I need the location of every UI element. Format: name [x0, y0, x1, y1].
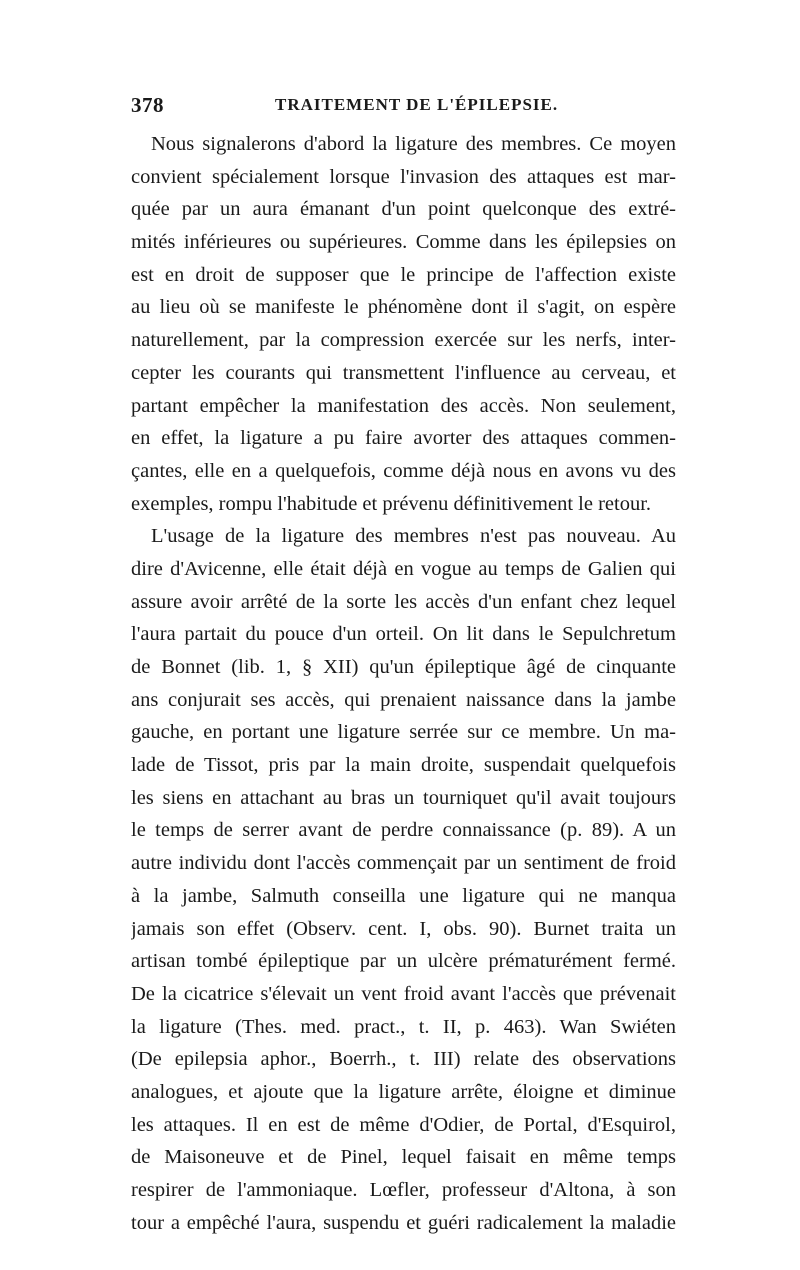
- text-line: analogues, et ajoute que la ligature arrête, éloigne et diminue: [131, 1080, 676, 1103]
- text-line: jamais son effet (Observ. cent. I, obs. 90). Burnet traita un: [131, 917, 676, 940]
- text-line: à la jambe, Salmuth conseilla une ligature qui ne manqua: [131, 884, 676, 907]
- text-line: çantes, elle en a quelquefois, comme déjà nous en avons vu des: [131, 459, 676, 482]
- text-line: De la cicatrice s'élevait un vent froid avant l'accès que prévenait: [131, 982, 676, 1005]
- page-header: [131, 93, 676, 121]
- text-line: artisan tombé épileptique par un ulcère prématurément fermé.: [131, 950, 676, 973]
- text-line: de Bonnet (lib. 1, § XII) qu'un épileptique âgé de cinquante: [131, 656, 676, 678]
- text-line: ans conjurait ses accès, qui prenaient naissance dans la jambe: [131, 688, 676, 711]
- text-line: la ligature (Thes. med. pract., t. II, p. 463). Wan Swiéten: [131, 1015, 676, 1038]
- text-line: autre individu dont l'accès commençait par un sentiment de froid: [131, 852, 676, 875]
- text-line: les siens en attachant au bras un tourniquet qu'il avait toujours: [131, 786, 676, 809]
- text-line: Nous signalerons d'abord la ligature des membres. Ce moyen: [151, 133, 676, 155]
- page-number: 378: [131, 93, 164, 117]
- text-line: cepter les courants qui transmettent l'influence au cerveau, et: [131, 361, 676, 384]
- text-line: est en droit de supposer que le principe de l'affection existe: [131, 263, 676, 286]
- text-line: gauche, en portant une ligature serrée sur ce membre. Un ma-: [131, 721, 676, 744]
- body-text: [131, 128, 676, 1239]
- text-line: convient spécialement lorsque l'invasion des attaques est mar-: [131, 165, 676, 188]
- text-line: lade de Tissot, pris par la main droite, suspendait quelquefois: [131, 754, 676, 777]
- text-line: mités inférieures ou supérieures. Comme dans les épilepsies on: [131, 231, 676, 254]
- text-line: dire d'Avicenne, elle était déjà en vogue au temps de Galien qui: [131, 557, 676, 580]
- text-line: en effet, la ligature a pu faire avorter des attaques commen-: [131, 427, 676, 450]
- text-line: respirer de l'ammoniaque. Lœfler, professeur d'Altona, à son: [131, 1179, 676, 1201]
- text-line: assure avoir arrêté de la sorte les accès d'un enfant chez lequel: [131, 590, 676, 613]
- running-head: TRAITEMENT DE L'ÉPILEPSIE.: [275, 95, 559, 114]
- text-line: quée par un aura émanant d'un point quelconque des extré-: [131, 198, 676, 221]
- text-line: tour a empêché l'aura, suspendu et guéri radicalement la maladie: [131, 1211, 676, 1234]
- text-line: L'usage de la ligature des membres n'est pas nouveau. Au: [151, 525, 676, 548]
- text-line: naturellement, par la compression exercée sur les nerfs, inter-: [131, 329, 676, 352]
- text-line: de Maisoneuve et de Pinel, lequel faisait en même temps: [131, 1146, 676, 1169]
- text-line: l'aura partait du pouce d'un orteil. On lit dans le Sepulchretum: [131, 623, 676, 646]
- text-line: les attaques. Il en est de même d'Odier, de Portal, d'Esquirol,: [131, 1113, 676, 1136]
- text-line: (De epilepsia aphor., Boerrh., t. III) relate des observations: [131, 1048, 676, 1071]
- text-line: au lieu où se manifeste le phénomène dont il s'agit, on espère: [131, 296, 676, 319]
- text-line: partant empêcher la manifestation des accès. Non seulement,: [131, 394, 676, 417]
- text-line: exemples, rompu l'habitude et prévenu définitivement le retour.: [131, 492, 652, 515]
- text-line: le temps de serrer avant de perdre connaissance (p. 89). A un: [131, 819, 676, 842]
